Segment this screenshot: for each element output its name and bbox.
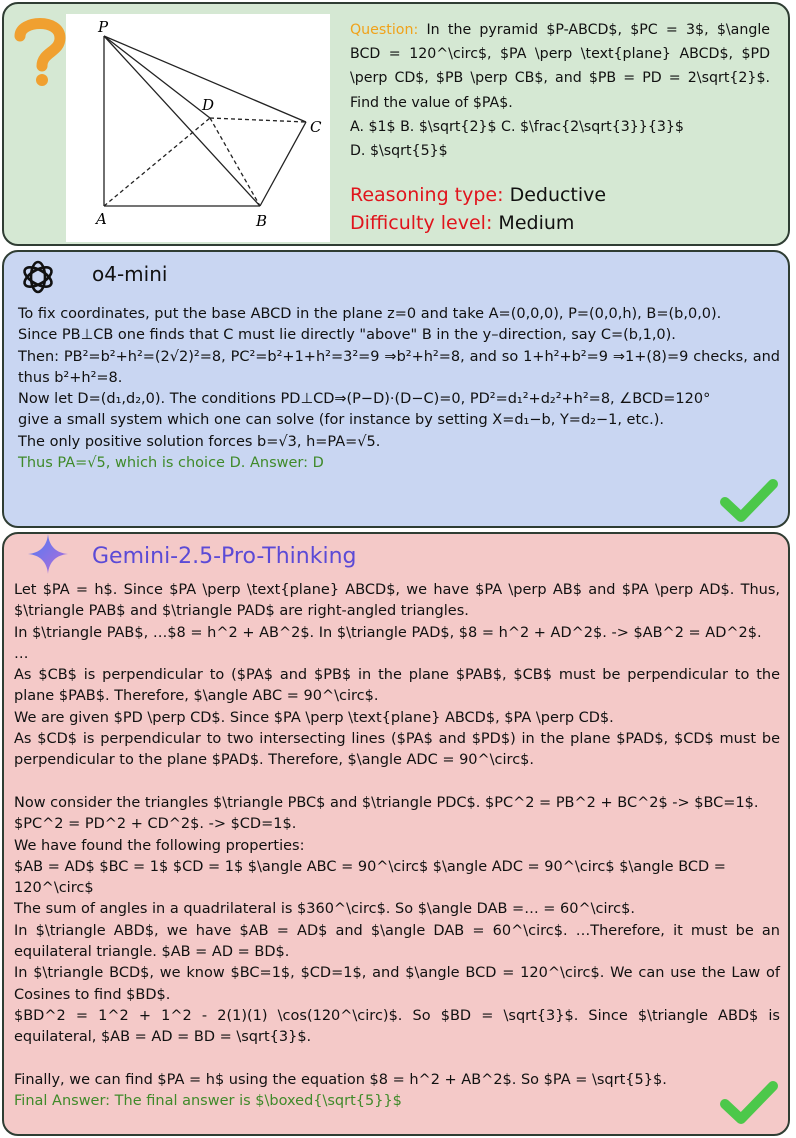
label-c: C: [310, 118, 322, 136]
choices-line-2: D. $\sqrt{5}$: [350, 143, 448, 160]
gemini-line: In $\triangle PAB$, …$8 = h^2 + AB^2$. In $\triangle PAD$, $8 = h^2 + AD^2$. -> $AB^2 = AD^2$. …: [14, 624, 762, 662]
gemini-line: In $\triangle BCD$, we know $BC=1$, $CD=1$, and $\angle BCD = 120^\circ$. We can use the Law of Cosines to find $BD$.: [14, 965, 780, 1003]
question-label: Question:: [350, 22, 419, 38]
gemini-logo-icon: [28, 534, 68, 574]
label-a: A: [96, 210, 107, 228]
pyramid-figure: [66, 14, 330, 242]
o4-line: Now let D=(d₁,d₂,0). The conditions PD⊥CD⇒(P−D)·(D−C)=0, PD²=d₁²+d₂²+h²=8, ∠BCD=120°: [18, 391, 711, 408]
gemini-line: [14, 772, 780, 793]
gemini-line: Now consider the triangles $\triangle PBC$ and $\triangle PDC$. $PC^2 = PB^2 + BC^2$ -> $BC=1$. $PC^2 = PD^2 + CD^2$. -> $CD=1$.: [14, 794, 759, 833]
o4-line: Then: PB²=b²+h²=(2√2)²=8, PC²=b²+1+h²=3²=9 ⇒b²+h²=8, and so 1+h²+b²=9 ⇒1+(8)=9 checks, and thus b²+h²=8.: [18, 348, 780, 386]
o4-line: Since PB⊥CB one finds that C must lie directly "above" B in the y–direction, say C=(b,1,0).: [18, 327, 676, 344]
reasoning-label: Reasoning type:: [350, 184, 504, 206]
correct-check-icon: [720, 1080, 778, 1126]
correct-check-icon: [720, 478, 778, 524]
reasoning-value: Deductive: [509, 184, 607, 206]
gemini-line: [14, 1049, 780, 1070]
gemini-line: We have found the following properties:: [14, 837, 305, 854]
o4-mini-panel: [2, 250, 790, 528]
label-b: B: [256, 212, 268, 230]
question-paragraph: [350, 18, 770, 115]
gemini-line: $BD^2 = 1^2 + 1^2 - 2(1)(1) \cos(120^\circ)$. So $BD = \sqrt{3}$. Since $\triangle ABD$ is equilateral, $AB = AD = BD = \sqrt{3}$.: [14, 1007, 780, 1046]
gemini-line: Finally, we can find $PA = h$ using the equation $8 = h^2 + AB^2$. So $PA = \sqrt{5}$.: [14, 1071, 667, 1088]
question-body: In the pyramid $P-ABCD$, $PC = 3$, $\angle BCD = 120^\circ$, $PA \perp \text{plane} ABCD$, $PD \perp CD$, $PB \perp CB$, and $PB = PD = 2\sqrt{2}$. Find the value of $PA$.: [350, 22, 770, 111]
gemini-panel: [2, 532, 790, 1136]
label-d: D: [202, 96, 215, 114]
gemini-line: As $CD$ is perpendicular to two intersecting lines ($PA$ and $PD$) in the plane $PAD$, $CD$ must be perpendicular to the plane $PAD$. Therefore, $\angle ADC = 90^\circ$.: [14, 731, 780, 769]
o4-final-answer: Thus PA=√5, which is choice D. Answer: D: [18, 455, 324, 472]
label-p: P: [98, 18, 109, 36]
difficulty-value: Medium: [498, 212, 575, 234]
gemini-title: Gemini-2.5-Pro-Thinking: [92, 544, 357, 569]
question-text-block: [350, 18, 770, 163]
o4-mini-response: [18, 304, 780, 474]
gemini-final-answer: Final Answer: The final answer is $\boxed{\sqrt{5}}$: [14, 1093, 402, 1110]
o4-line: To fix coordinates, put the base ABCD in the plane z=0 and take A=(0,0,0), P=(0,0,h), B=(b,0,0).: [18, 306, 722, 322]
gemini-line: In $\triangle ABD$, we have $AB = AD$ and $\angle DAB = 60^\circ$. …Therefore, it must be an equilateral triangle. $AB = AD = BD$.: [14, 922, 780, 961]
question-mark-icon: [12, 14, 68, 86]
gemini-line: $AB = AD$ $BC = 1$ $CD = 1$ $\angle ABC = 90^\circ$ $\angle ADC = 90^\circ$ $\angle BCD = 120^\circ$: [14, 858, 726, 897]
gemini-line: We are given $PD \perp CD$. Since $PA \perp \text{plane} ABCD$, $PA \perp CD$.: [14, 709, 614, 726]
o4-mini-title: o4-mini: [92, 262, 168, 286]
o4-line: The only positive solution forces b=√3, h=PA=√5.: [18, 433, 381, 450]
reasoning-type: [350, 182, 606, 208]
openai-logo-icon: [18, 257, 58, 297]
o4-line: give a small system which one can solve (for instance by setting X=d₁−b, Y=d₂−1, etc.).: [18, 412, 665, 429]
gemini-line: The sum of angles in a quadrilateral is $360^\circ$. So $\angle DAB =… = 60^\circ$.: [14, 901, 635, 918]
gemini-response: [14, 580, 780, 1112]
gemini-line: As $CB$ is perpendicular to ($PA$ and $PB$ in the plane $PAB$, $CB$ must be perpendicular to the plane $PAB$. Therefore, $\angle ABC = 90^\circ$.: [14, 667, 780, 705]
difficulty-level: [350, 210, 574, 236]
choices-line-1: A. $1$ B. $\sqrt{2}$ C. $\frac{2\sqrt{3}}{3}$: [350, 118, 684, 135]
question-panel: [2, 2, 790, 246]
difficulty-label: Difficulty level:: [350, 212, 493, 234]
gemini-line: Let $PA = h$. Since $PA \perp \text{plane} ABCD$, we have $PA \perp AB$ and $PA \perp AD$. Thus, $\triangle PAB$ and $\triangle PAD$ are right-angled triangles.: [14, 582, 780, 620]
